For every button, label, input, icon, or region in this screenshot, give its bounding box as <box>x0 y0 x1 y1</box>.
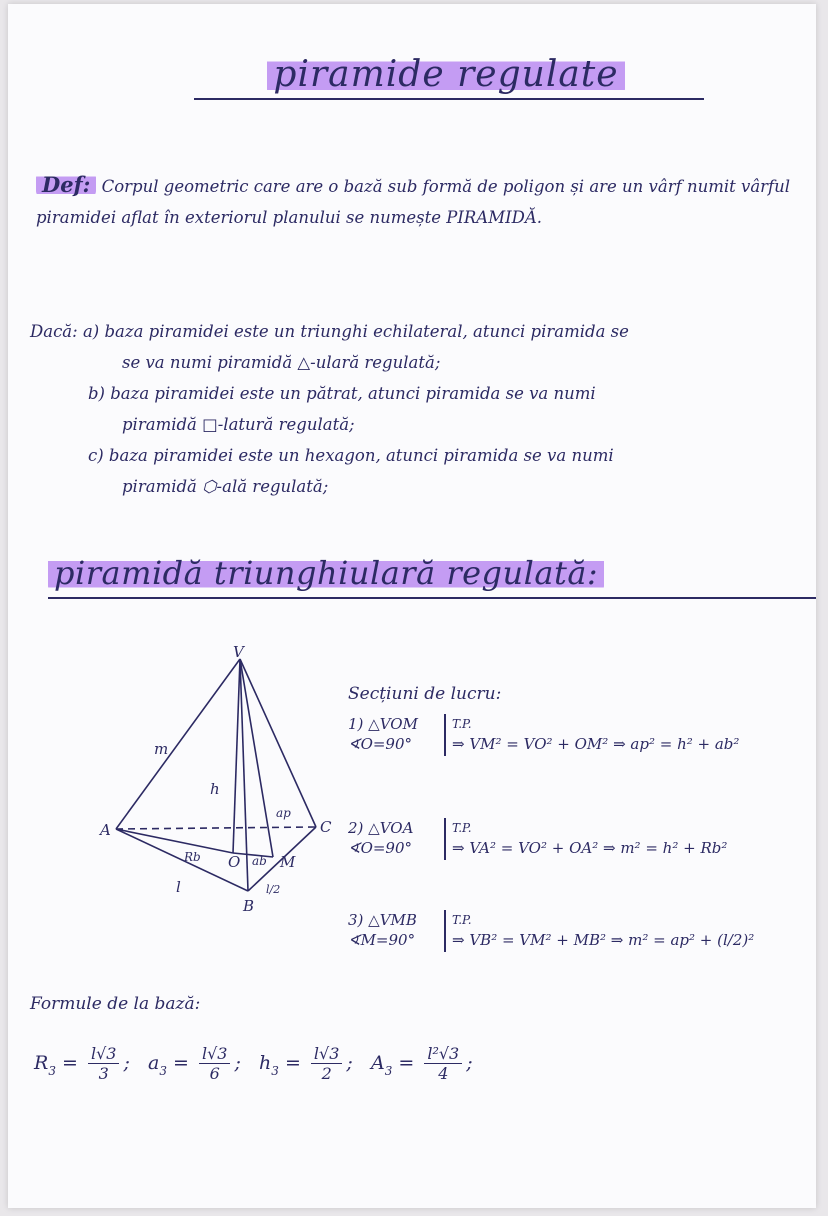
formule-heading: Formule de la bază: <box>30 994 201 1014</box>
formula-h3-frac <box>311 1044 343 1083</box>
case-3-right <box>452 910 812 950</box>
formula-r3-den: 3 <box>98 1064 109 1083</box>
formula-a3-sep: ; <box>234 1051 241 1074</box>
formula-h3-lhs: h <box>259 1051 272 1074</box>
case-2-triangle: 2) △VOA <box>348 819 414 837</box>
formula-a3-sub: 3 <box>159 1063 167 1078</box>
case-2-right <box>452 818 812 858</box>
case-2 <box>348 818 808 888</box>
section-title <box>48 554 816 592</box>
daca-line-a2: se va numi piramidă △-ulară regulată; <box>122 353 441 372</box>
case-1 <box>348 714 808 784</box>
daca-block <box>30 316 810 502</box>
formula-a3-frac <box>199 1044 231 1083</box>
case-2-tp: T.P. <box>452 821 472 835</box>
sectiuni-block <box>348 684 808 980</box>
case-2-brace <box>444 818 446 860</box>
case-3-left <box>348 910 430 950</box>
apothem-vm <box>240 659 273 857</box>
page-title <box>196 54 696 95</box>
formula-a3-den: 6 <box>209 1064 220 1083</box>
formula-h3-num: l√3 <box>311 1044 343 1064</box>
radius-ao <box>116 829 233 853</box>
case-1-right <box>452 714 812 754</box>
case-2-angle: ∢O=90° <box>348 839 413 857</box>
case-3-equation: ⇒ VB² = VM² + MB² ⇒ m² = ap² + (l/2)² <box>452 931 755 949</box>
label-m: M <box>280 853 296 871</box>
case-3-angle: ∢M=90° <box>348 931 416 949</box>
case-1-left <box>348 714 430 754</box>
label-v: V <box>233 643 244 661</box>
definition-text: Corpul geometric care are o bază sub formă de poligon și are un vârf numit vârful piramidei aflat în exteriorul planului se numește PIRAMIDĂ. <box>36 177 791 227</box>
label-ab: ab <box>252 854 267 868</box>
label-b: B <box>243 897 255 915</box>
case-1-brace <box>444 714 446 756</box>
formula-r3-sub: 3 <box>48 1063 56 1078</box>
formula-area3-sep: ; <box>466 1051 473 1074</box>
label-a: A <box>100 821 111 839</box>
edge-vb <box>240 659 248 891</box>
formule-row <box>34 1044 473 1083</box>
case-3 <box>348 910 808 980</box>
case-1-angle: ∢O=90° <box>348 735 413 753</box>
edge-va <box>116 659 240 829</box>
formula-h3-sep: ; <box>346 1051 353 1074</box>
height-vo <box>233 659 240 853</box>
formula-h3: $h_3$ = $\frac{l√3}{2}$ ; <box>259 1044 353 1083</box>
daca-line-b: b) baza piramidei este un pătrat, atunci piramida se va numi <box>88 384 596 403</box>
section-underline <box>48 597 816 599</box>
daca-a-text: a) baza piramidei este un triunghi echilateral, atunci piramida se <box>82 322 629 341</box>
case-1-triangle: 1) △VOM <box>348 715 418 733</box>
case-2-equation: ⇒ VA² = VO² + OA² ⇒ m² = h² + Rb² <box>452 839 728 857</box>
daca-line-a <box>30 316 810 347</box>
title-underline <box>194 98 704 100</box>
formula-r3: $R_3$ = $\frac{l√3}{3}$ ; <box>34 1044 130 1083</box>
case-3-triangle: 3) △VMB <box>348 911 417 929</box>
formula-r3-num: l√3 <box>88 1044 120 1064</box>
label-o: O <box>228 853 241 871</box>
label-rb: Rb <box>184 850 201 864</box>
edge-ac-hidden <box>116 827 316 829</box>
sectiuni-heading: Secțiuni de lucru: <box>348 684 502 704</box>
formula-area3: $A_3$ = $\frac{\text{l²√3}}{4}$ ; <box>370 1044 473 1083</box>
daca-line-c2: piramidă ⬡-ală regulată; <box>122 477 329 496</box>
daca-line-c: c) baza piramidei este un hexagon, atunci piramida se va numi <box>88 446 614 465</box>
notebook-page <box>8 4 816 1208</box>
pyramid-diagram <box>88 639 348 929</box>
section-title-text: piramidă triunghiulară regulată: <box>48 554 604 592</box>
formula-area3-num: l²√3 <box>424 1044 462 1064</box>
formula-area3-frac <box>424 1044 462 1083</box>
label-edge-m: m <box>154 740 169 758</box>
label-l-half: l/2 <box>266 883 281 896</box>
edge-vc <box>240 659 316 827</box>
case-3-tp: T.P. <box>452 913 472 927</box>
formula-a3: $a_3$ = $\frac{l√3}{6}$ ; <box>148 1044 241 1083</box>
label-height-h: h <box>210 780 220 798</box>
case-1-tp: T.P. <box>452 717 472 731</box>
title-text: piramide regulate <box>267 54 624 95</box>
formula-area3-den: 4 <box>438 1064 449 1083</box>
daca-line-b2: piramidă □-latură regulată; <box>122 415 355 434</box>
formula-h3-den: 2 <box>321 1064 332 1083</box>
formula-r3-lhs: R <box>34 1051 49 1074</box>
definition-label: Def: <box>36 172 96 197</box>
case-1-equation: ⇒ VM² = VO² + OM² ⇒ ap² = h² + ab² <box>452 735 740 753</box>
definition-block <box>36 169 816 233</box>
label-c: C <box>320 818 332 836</box>
formula-area3-sub: 3 <box>384 1063 393 1078</box>
case-2-left <box>348 818 430 858</box>
formula-area3-lhs: A <box>370 1051 385 1074</box>
formula-a3-num: l√3 <box>199 1044 231 1064</box>
case-3-brace <box>444 910 446 952</box>
label-ap: ap <box>276 806 291 820</box>
formula-h3-sub: 3 <box>271 1063 279 1078</box>
daca-label: Dacă: <box>30 322 78 341</box>
label-l: l <box>176 878 181 896</box>
formula-a3-lhs: a <box>148 1051 160 1074</box>
formula-r3-frac <box>88 1044 120 1083</box>
formula-r3-sep: ; <box>123 1051 130 1074</box>
